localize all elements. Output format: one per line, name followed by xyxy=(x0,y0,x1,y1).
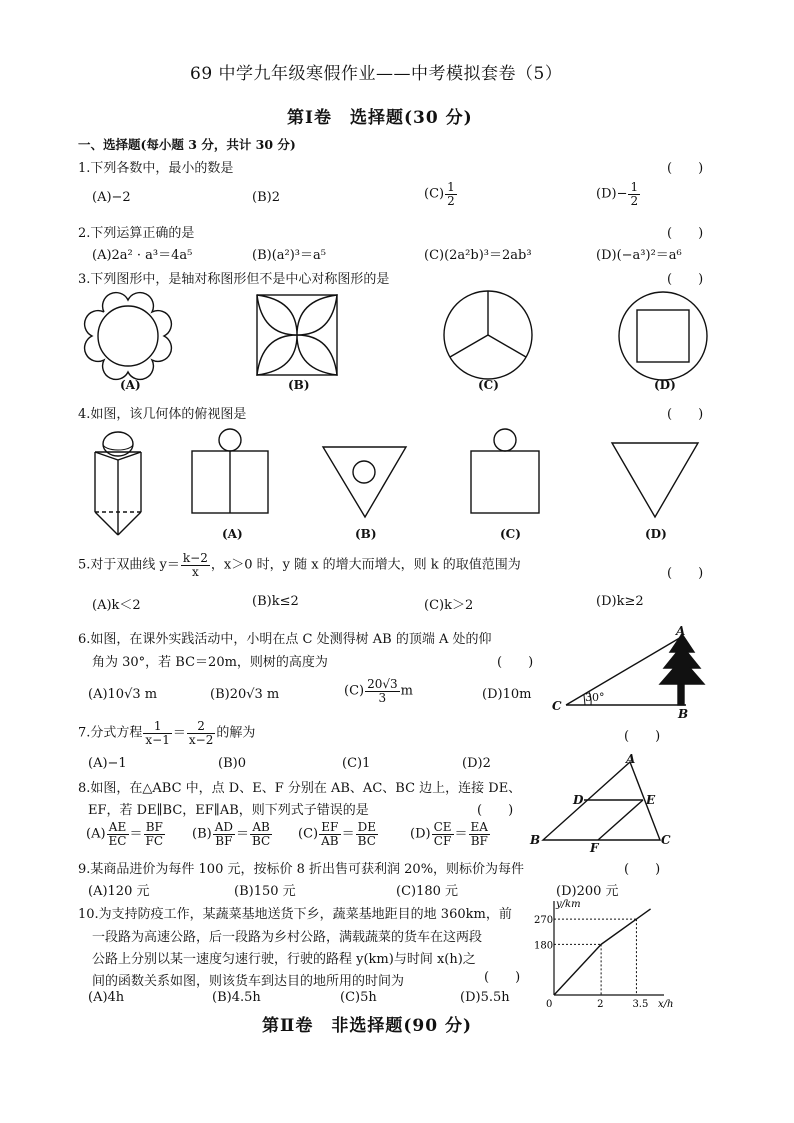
q6-option-c: (C) $\frac{20√3}{3}$ m xyxy=(344,677,413,705)
q3-fig-c-circle-thirds xyxy=(444,291,532,379)
q4-fig-b xyxy=(323,447,406,517)
q4-label-d: (D) xyxy=(645,527,667,541)
q4-label-c: (C) xyxy=(500,527,521,541)
x-tick-label-0: 0 xyxy=(546,999,553,1010)
q8-option-c: (C) $\frac{EF}{AB}$ ＝ $\frac{DE}{BC}$ xyxy=(298,820,376,848)
q3-label-a: (A) xyxy=(120,378,141,392)
q4-answer-paren: ( ) xyxy=(667,407,704,422)
q7-option-c: (C)1 xyxy=(342,756,371,771)
part2-title: 第Ⅱ卷 非选择题(90 分) xyxy=(262,1016,472,1036)
q9-answer-paren: ( ) xyxy=(624,862,661,877)
q10-line-chart xyxy=(530,895,680,1010)
q2-option-d: (D)(−a³)²＝a⁶ xyxy=(596,248,682,263)
q2-option-a: (A)2a² · a³＝4a⁵ xyxy=(92,248,193,263)
q1-option-a: (A)−2 xyxy=(92,190,131,205)
q10-option-b: (B)4.5h xyxy=(212,990,261,1005)
q2-stem: 2.下列运算正确的是 xyxy=(78,226,195,241)
q10-answer-paren: ( ) xyxy=(484,970,521,985)
q8-label-e: E xyxy=(646,793,656,807)
q5-option-d: (D)k≥2 xyxy=(596,594,644,609)
q6-option-a: (A)10√3 m xyxy=(88,687,158,702)
q7-option-a: (A)−1 xyxy=(88,756,127,771)
part1-title: 第Ⅰ卷 选择题(30 分) xyxy=(287,108,473,128)
y-tick-label-0: 180 xyxy=(534,940,554,952)
q8-option-b: (B) $\frac{AD}{BF}$ ＝ $\frac{AB}{BC}$ xyxy=(192,820,271,848)
q3-label-d: (D) xyxy=(654,378,676,392)
q6-line2: 角为 30°，若 BC＝20m，则树的高度为 xyxy=(92,655,328,670)
q8-figure xyxy=(543,762,660,840)
q2-option-c: (C)(2a²b)³＝2ab³ xyxy=(424,248,532,263)
q3-label-b: (B) xyxy=(288,378,310,392)
q10-line3: 公路上分别以某一速度匀速行驶，行驶的路程 y(km)与时间 x(h)之 xyxy=(92,952,476,967)
x-tick-label-2: 3.5 xyxy=(632,999,649,1010)
q5-answer-paren: ( ) xyxy=(667,566,704,581)
page-title: 69 中学九年级寒假作业——中考模拟套卷（5） xyxy=(190,64,563,84)
q5-option-a: (A)k＜2 xyxy=(92,598,141,613)
q3-fig-d-circle-square xyxy=(619,292,707,380)
q5-option-c: (C)k＞2 xyxy=(424,598,474,613)
q9-option-c: (C)180 元 xyxy=(396,884,459,899)
q7-option-d: (D)2 xyxy=(462,756,491,771)
q8-answer-paren: ( ) xyxy=(477,803,514,818)
q3-fig-b-square-petals xyxy=(257,295,337,375)
q3-answer-paren: ( ) xyxy=(667,272,704,287)
q8-label-a: A xyxy=(626,752,636,766)
series-segment-1 xyxy=(601,919,636,944)
y-axis-label: y/km xyxy=(556,899,581,910)
q9-option-d: (D)200 元 xyxy=(556,884,619,899)
q4-fig-d xyxy=(612,443,698,517)
q6-line1: 6.如图，在课外实践活动中，小明在点 C 处测得树 AB 的顶端 A 处的仰 xyxy=(78,632,492,647)
q1-stem: 1.下列各数中，最小的数是 xyxy=(78,161,234,176)
q6-option-d: (D)10m xyxy=(482,687,532,702)
q1-answer-paren: ( ) xyxy=(667,161,704,176)
q4-label-a: (A) xyxy=(222,527,243,541)
y-tick-label-1: 270 xyxy=(534,915,554,927)
q10-option-d: (D)5.5h xyxy=(460,990,510,1005)
series-segment-0 xyxy=(554,944,601,995)
q6-label-c: C xyxy=(552,699,562,713)
q7-answer-paren: ( ) xyxy=(624,729,661,744)
q8-line2: EF，若 DE∥BC，EF∥AB，则下列式子错误的是 xyxy=(88,803,369,818)
q10-line1: 10.为支持防疫工作，某蔬菜基地送货下乡，蔬菜基地距目的地 360km，前 xyxy=(78,907,512,922)
q10-option-c: (C)5h xyxy=(340,990,377,1005)
q4-fig-a xyxy=(192,429,268,513)
q3-stem: 3.下列图形中，是轴对称图形但不是中心对称图形的是 xyxy=(78,272,390,287)
q8-label-c: C xyxy=(661,833,671,847)
q9-option-a: (A)120 元 xyxy=(88,884,150,899)
q4-solid-prism-sphere xyxy=(95,432,141,535)
q1-option-b: (B)2 xyxy=(252,190,280,205)
q6-angle-label: 30° xyxy=(585,691,605,704)
x-axis-label: x/h xyxy=(658,999,674,1010)
q8-label-b: B xyxy=(530,833,541,847)
q7-stem: 7.分式方程 $\frac{1}{x-1}$ ＝ $\frac{2}{x-2}$ 的解为 xyxy=(78,719,256,747)
q8-option-a: (A) $\frac{AE}{EC}$ ＝ $\frac{BF}{FC}$ xyxy=(86,820,164,848)
q6-label-b: B xyxy=(678,707,689,721)
q8-label-d: D xyxy=(573,793,584,807)
q8-line1: 8.如图，在△ABC 中，点 D、E、F 分别在 AB、AC、BC 边上，连接 DE、 xyxy=(78,781,522,796)
series-segment-ext xyxy=(636,909,650,919)
q7-option-b: (B)0 xyxy=(218,756,246,771)
q4-stem: 4.如图，该几何体的俯视图是 xyxy=(78,407,247,422)
q5-option-b: (B)k≤2 xyxy=(252,594,299,609)
q9-stem: 9.某商品进价为每件 100 元，按标价 8 折出售可获利润 20%，则标价为每件 xyxy=(78,862,525,877)
section-heading: 一、选择题(每小题 3 分，共计 30 分) xyxy=(78,137,296,152)
q2-answer-paren: ( ) xyxy=(667,226,704,241)
q5-stem: 5.对于双曲线 y＝ $\frac{k-2}{x}$ ，x＞0 时，y 随 x 的增大而增大，则 k 的取值范围为 xyxy=(78,551,521,579)
q8-label-f: F xyxy=(590,841,599,855)
q3-label-c: (C) xyxy=(478,378,499,392)
q9-option-b: (B)150 元 xyxy=(234,884,296,899)
x-tick-label-1: 2 xyxy=(597,999,604,1010)
q10-line4: 间的函数关系如图，则该货车到达目的地所用的时间为 xyxy=(92,974,405,989)
q10-line2: 一段路为高速公路，后一段路为乡村公路，满载蔬菜的货车在这两段 xyxy=(92,930,483,945)
q1-option-c: (C) $\frac{1}{2}$ xyxy=(424,180,455,208)
q4-label-b: (B) xyxy=(355,527,377,541)
q8-option-d: (D) $\frac{CE}{CF}$ ＝ $\frac{EA}{BF}$ xyxy=(410,820,488,848)
q6-answer-paren: ( ) xyxy=(497,655,534,670)
q10-option-a: (A)4h xyxy=(88,990,125,1005)
q1-option-d: (D)− $\frac{1}{2}$ xyxy=(596,180,639,208)
q3-fig-a-flower xyxy=(85,293,172,380)
q2-option-b: (B)(a²)³＝a⁵ xyxy=(252,248,326,263)
q6-label-a: A xyxy=(676,624,686,638)
q6-option-b: (B)20√3 m xyxy=(210,687,280,702)
q4-fig-c xyxy=(471,429,539,513)
